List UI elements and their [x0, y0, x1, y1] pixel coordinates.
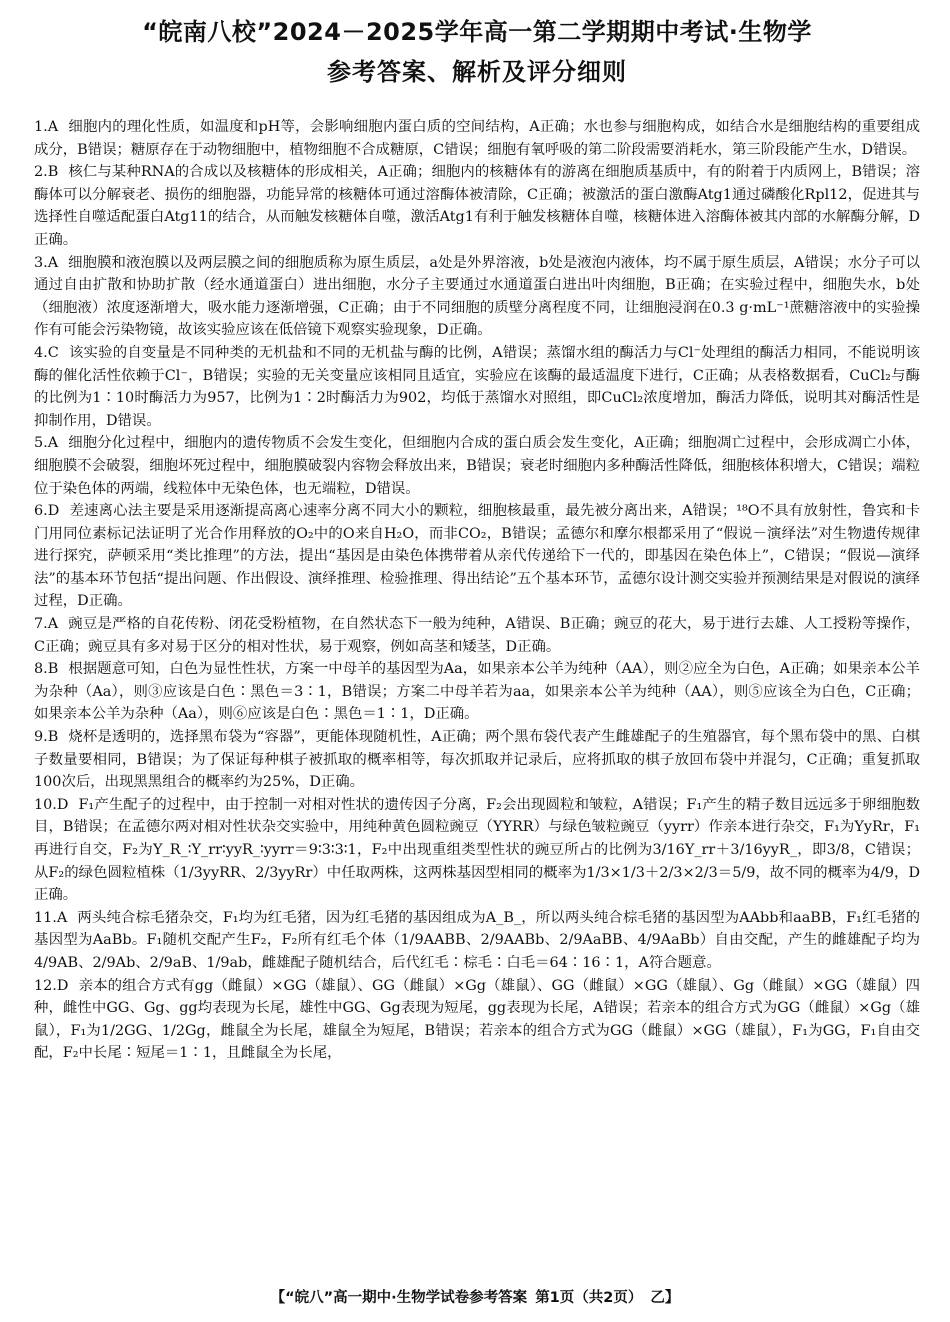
answer-number: 5.A: [34, 435, 59, 452]
answer-item-3: [34, 252, 920, 342]
footer-version: 乙】: [650, 1290, 680, 1306]
answer-explanation: 细胞分化过程中，细胞内的遗传物质不会发生变化，但细胞内合成的蛋白质会发生变化，A正确；细胞凋亡过程中，会形成凋亡小体，细胞膜不会破裂，细胞坏死过程中，细胞膜破裂内容物会释放出来，B错误；衰老时细胞内多种酶活性降低，细胞核体积增大，C错误；端粒位于染色体的两端，线粒体中无染色体，也无端粒，D错误。: [34, 435, 920, 497]
answer-explanation: 该实验的自变量是不同种类的无机盐和不同的无机盐与酶的比例，A错误；蒸馏水组的酶活力与Cl⁻处理组的酶活力相同，不能说明该酶的催化活性依赖于Cl⁻，B错误；实验的无关变量应该相同且适宜，实验应在该酶的最适温度下进行，C正确；从表格数据看，CuCl₂与酶的比例为1∶10时酶活力为957，比例为1∶2时酶活力为902，均低于蒸馏水对照组，即CuCl₂浓度增加，酶活力降低，说明其对酶活性是抑制作用，D错误。: [34, 344, 920, 429]
answer-number: 3.A: [34, 254, 59, 271]
answer-item-8: [34, 658, 920, 726]
answer-item-5: [34, 432, 920, 500]
page-footer: [0, 1288, 950, 1308]
answer-item-10: [34, 794, 920, 907]
answer-explanation: F₁产生配子的过程中，由于控制一对相对性状的遗传因子分离，F₂会出现圆粒和皱粒，A错误；F₁产生的精子数目远远多于卵细胞数目，B错误；在孟德尔两对相对性状杂交实验中，用纯种黄色圆粒豌豆（YYRR）与绿色皱粒豌豆（yyrr）作亲本进行杂交，F₁为YyRr，F₁再进行自交，F₂为Y_R_∶Y_rr∶yyR_∶yyrr＝9∶3∶3∶1，F₂中出现重组类型性状的豌豆所占的比例为3/16Y_rr＋3/16yyR_，即3/8，C错误；从F₂的绿色圆粒植株（1/3yyRR、2/3yyRr）中任取两株，这两株基因型相同的概率为1/3×1/3＋2/3×2/3＝5/9，故不同的概率为4/9，D正确。: [34, 796, 920, 904]
answer-number: 7.A: [34, 616, 59, 633]
answer-explanation: 两头纯合棕毛猪杂交，F₁均为红毛猪，因为红毛猪的基因组成为A_B_，所以两头纯合棕毛猪的基因型为AAbb和aaBB，F₁红毛猪的基因型为AaBb。F₁随机交配产生F₂，F₂所有红毛个体（1/9AABB、2/9AABb、2/9AaBB、4/9AaBb）自由交配，产生的雌雄配子均为4/9AB、2/9Ab、2/9aB、1/9ab，雌雄配子随机结合，后代红毛∶棕毛∶白毛＝64∶16∶1，A符合题意。: [34, 909, 920, 971]
answer-number: 9.B: [34, 729, 59, 746]
answer-number: 11.A: [34, 909, 68, 926]
page-title: “皖南八校”2024－2025学年高一第二学期期中考试·生物学: [142, 18, 812, 46]
page-subtitle: 参考答案、解析及评分细则: [327, 58, 627, 86]
answer-explanation: 豌豆是严格的自花传粉、闭花受粉植物，在自然状态下一般为纯种，A错误、B正确；豌豆的花大，易于进行去雄、人工授粉等操作，C正确；豌豆具有多对易于区分的相对性状，易于观察，例如高茎和矮茎，D正确。: [34, 616, 920, 655]
answer-explanation: 亲本的组合方式有gg（雌鼠）×GG（雄鼠）、GG（雌鼠）×Gg（雄鼠）、GG（雌鼠）×GG（雄鼠）、Gg（雌鼠）×GG（雄鼠）四种，雌性中GG、Gg、gg均表现为长尾，雄性中GG、Gg表现为短尾，gg表现为长尾，A错误；若亲本的组合方式为GG（雌鼠）×Gg（雄鼠），F₁为1/2GG、1/2Gg，雌鼠全为长尾，雄鼠全为短尾，B错误；若亲本的组合方式为GG（雌鼠）×GG（雄鼠），F₁为GG，F₁自由交配，F₂中长尾∶短尾＝1∶1，且雌鼠全为长尾，: [34, 977, 920, 1062]
answer-number: 6.D: [34, 503, 60, 520]
footer-doc-label: 【“皖八”高一期中·生物学试卷参考答案: [270, 1290, 528, 1306]
answer-explanation: 核仁与某种RNA的合成以及核糖体的形成相关，A正确；细胞内的核糖体有的游离在细胞质基质中，有的附着于内质网上，B错误；溶酶体可以分解衰老、损伤的细胞器，功能异常的核糖体可通过溶酶体被清除，C正确；被激活的蛋白激酶Atg1通过磷酸化Rpl12，促进其与选择性自噬适配蛋白Atg11的结合，从而触发核糖体自噬，激活Atg1有利于触发核糖体自噬，核糖体进入溶酶体被其内部的水解酶分解，D正确。: [34, 164, 920, 248]
answer-number: 12.D: [34, 977, 69, 994]
answer-explanation: 细胞内的理化性质，如温度和pH等，会影响细胞内蛋白质的空间结构，A正确；水也参与细胞构成，如结合水是细胞结构的重要组成成分，B错误；糖原存在于动物细胞中，植物细胞不合成糖原，C错误；细胞有氧呼吸的第二阶段需要消耗水，第三阶段能产生水，D错误。: [34, 119, 920, 158]
answer-item-9: [34, 726, 920, 794]
footer-page-number: 第1页（共2页）: [535, 1290, 643, 1306]
answer-explanation: 烧杯是透明的，选择黑布袋为“容器”，更能体现随机性，A正确；两个黑布袋代表产生雌雄配子的生殖器官，每个黑布袋中的黑、白棋子数量要相同，B错误；为了保证每种棋子被抓取的概率相等，每次抓取并记录后，应将抓取的棋子放回布袋中并混匀，C正确；重复抓取100次后，出现黑黑组合的概率约为25%，D正确。: [34, 729, 920, 791]
answer-item-1: [34, 116, 920, 161]
answer-item-12: [34, 975, 920, 1065]
answer-item-6: [34, 500, 920, 613]
answer-list: [34, 116, 920, 1065]
answer-number: 10.D: [34, 796, 69, 813]
answer-item-2: [34, 161, 920, 251]
answer-item-4: [34, 342, 920, 432]
answer-explanation: 差速离心法主要是采用逐渐提高离心速率分离不同大小的颗粒，细胞核最重，最先被分离出来，A错误；¹⁸O不具有放射性，鲁宾和卡门用同位素标记法证明了光合作用释放的O₂中的O来自H₂O，而非CO₂，B错误；孟德尔和摩尔根都采用了“假说－演绎法”对生物遗传规律进行探究，萨顿采用“类比推理”的方法，提出“基因是由染色体携带着从亲代传递给下一代的，即基因在染色体上”，C错误；“假说—演绎法”的基本环节包括“提出问题、作出假设、演绎推理、检验推理、得出结论”五个基本环节，孟德尔设计测交实验并预测结果是对假说的演绎过程，D正确。: [34, 503, 920, 610]
answer-number: 1.A: [34, 119, 59, 135]
answer-number: 4.C: [34, 344, 59, 361]
answer-explanation: 细胞膜和液泡膜以及两层膜之间的细胞质称为原生质层，a处是外界溶液，b处是液泡内液体，均不属于原生质层，A错误；水分子可以通过自由扩散和协助扩散（经水通道蛋白）进出细胞，水分子主要通过水通道蛋白进出叶肉细胞，B正确；在实验过程中，细胞失水，b处（细胞液）浓度逐渐增大，吸水能力逐渐增强，C正确；由于不同细胞的质壁分离程度不同，让细胞浸润在0.3 g·mL⁻¹蔗糖溶液中的实验操作有可能会污染物镜，故该实验应该在低倍镜下观察实验现象，D正确。: [34, 254, 920, 339]
answer-number: 8.B: [34, 661, 59, 678]
answer-item-7: [34, 613, 920, 658]
answer-number: 2.B: [34, 164, 59, 181]
answer-explanation: 根据题意可知，白色为显性性状，方案一中母羊的基因型为Aa，如果亲本公羊为纯种（AA），则②应全为白色，A正确；如果亲本公羊为杂种（Aa），则③应该是白色∶黑色＝3∶1，B错误；方案二中母羊若为aa，如果亲本公羊为纯种（AA），则⑤应该全为白色，C正确；如果亲本公羊为杂种（Aa），则⑥应该是白色∶黑色＝1∶1，D正确。: [34, 661, 920, 723]
answer-item-11: [34, 907, 920, 975]
